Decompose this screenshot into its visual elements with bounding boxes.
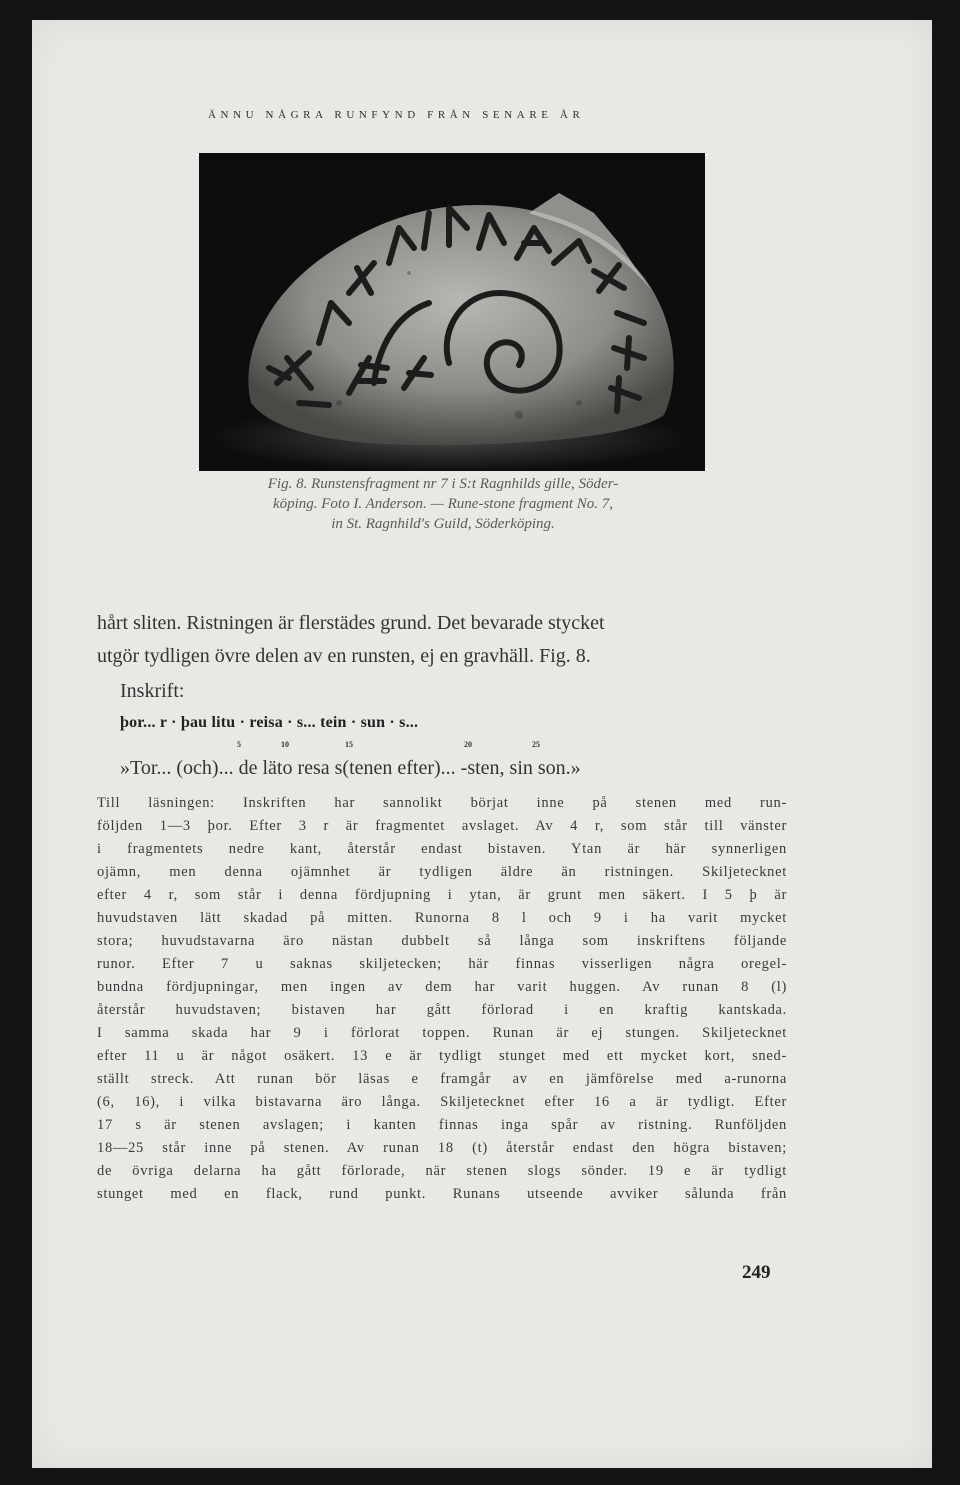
commentary-line: stora; huvudstavarna äro nästan dubbelt så långa som inskriftens följande (97, 933, 787, 949)
commentary-line: efter 11 u är något osäkert. 13 e är tydligt stunget med ett mycket kort, sned- (97, 1048, 787, 1064)
commentary-line: 18—25 står inne på stenen. Av runan 18 (t) återstår endast den högra bistaven; (97, 1140, 787, 1156)
rune-number: 15 (345, 740, 353, 749)
caption-line: in St. Ragnhild's Guild, Söderköping. (331, 516, 555, 532)
commentary-line: återstår huvudstaven; bistaven har gått förlorad i en kraftig kantskada. (97, 1002, 787, 1018)
commentary-line: bundna fördjupningar, men ingen av dem har varit huggen. Av runan 8 (l) (97, 979, 787, 995)
commentary-line: Till läsningen: Inskriften har sannolikt börjat inne på stenen med run- (97, 795, 787, 811)
inscription-label: Inskrift: (120, 680, 185, 702)
inscription-transliteration: þor... r · þau litu · reisa · s... tein · sun · s... (120, 714, 419, 731)
intro-line: utgör tydligen övre delen av en runsten, ej en gravhäll. Fig. 8. (97, 645, 591, 667)
commentary-line: stunget med en flack, rund punkt. Runans utseende avviker sålunda från (97, 1186, 787, 1202)
commentary-line: efter 4 r, som står i denna fördjupning i ytan, är grunt men säkert. I 5 þ är (97, 887, 787, 903)
caption-line: köping. Foto I. Anderson. — Rune-stone fragment No. 7, (272, 496, 614, 512)
commentary-line: i fragmentets nedre kant, återstår endast bistaven. Ytan är här synnerligen (97, 841, 787, 857)
rune-number: 20 (464, 740, 472, 749)
rune-stone-photo (199, 153, 705, 471)
rune-stone-illustration (199, 153, 705, 471)
commentary-line: ställt streck. Att runan bör läsas e framgår av en jämförelse med a-runorna (97, 1071, 787, 1087)
commentary-line: 17 s är stenen avslagen; i kanten finnas inga spår av ristning. Runföljden (97, 1117, 787, 1133)
commentary-paragraph (97, 792, 787, 1206)
rune-number: 25 (532, 740, 540, 749)
commentary-line: följden 1—3 þor. Efter 3 r är fragmentet avslaget. Av 4 r, som står till vänster (97, 818, 787, 834)
caption-line: Fig. 8. Runstensfragment nr 7 i S:t Ragnhilds gille, Söder- (267, 476, 619, 492)
inscription-translation: »Tor... (och)... de läto resa s(tenen efter)... -sten, sin son.» (120, 757, 581, 779)
rune-number: 5 (237, 740, 241, 749)
commentary-line: runor. Efter 7 u saknas skiljetecken; här finnas visserligen några oregel- (97, 956, 787, 972)
commentary-line: de övriga delarna ha gått förlorade, när stenen slogs sönder. 19 e är tydligt (97, 1163, 787, 1179)
running-head: ÄNNU NÅGRA RUNFYND FRÅN SENARE ÅR (208, 109, 585, 121)
page-number: 249 (742, 1262, 771, 1283)
commentary-line: I samma skada har 9 i förlorat toppen. Runan är ej stungen. Skiljetecknet (97, 1025, 787, 1041)
figure-caption (182, 474, 704, 534)
intro-line: hårt sliten. Ristningen är flerstädes grund. Det bevarade stycket (97, 612, 605, 634)
rune-number: 10 (281, 740, 289, 749)
commentary-line: huvudstaven lätt skadad på mitten. Runorna 8 l och 9 i ha varit mycket (97, 910, 787, 926)
commentary-line: (6, 16), i vilka bistavarna äro långa. Skiljetecknet efter 16 a är tydligt. Efter (97, 1094, 787, 1110)
commentary-line: ojämn, men denna ojämnhet är tydligen äldre än ristningen. Skiljetecknet (97, 864, 787, 880)
